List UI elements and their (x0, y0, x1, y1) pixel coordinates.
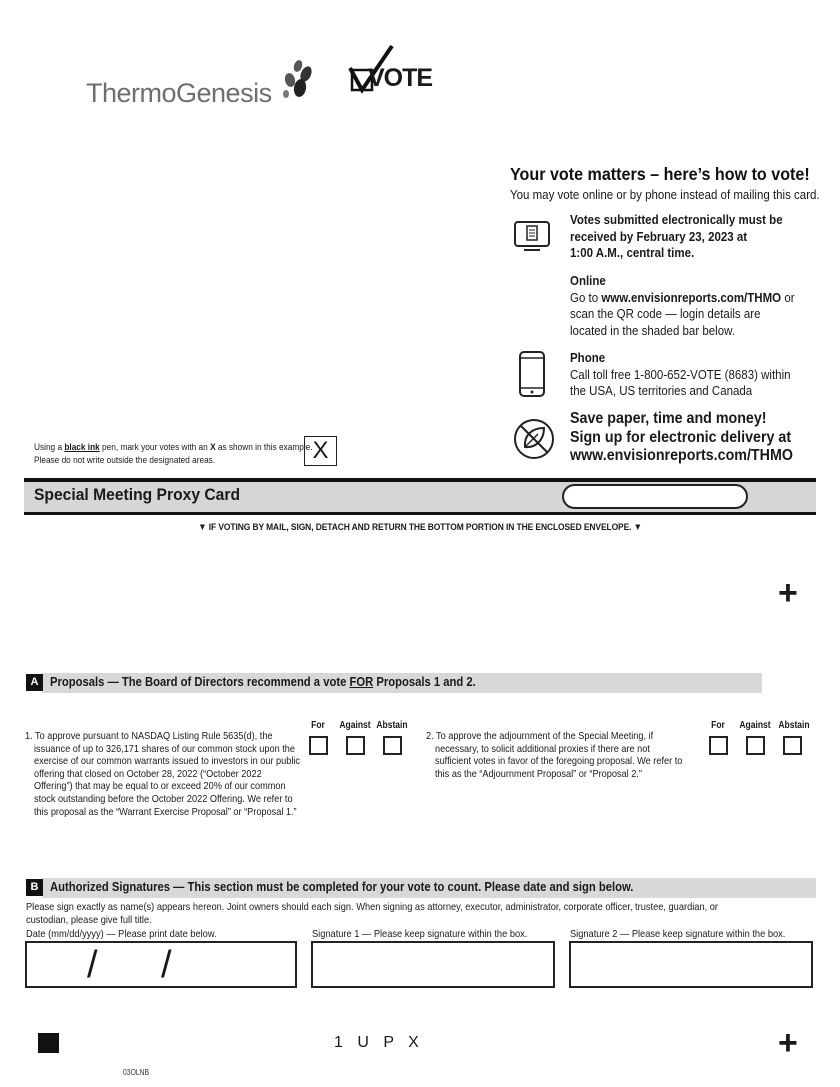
proposal-2-abstain-checkbox[interactable] (783, 736, 802, 755)
proposal-1-text: 1. To approve pursuant to NASDAQ Listing Rule 5635(d), the issuance of up to 326,171 shares of our common stock upon the exercise of our common warrants issued to investors in our public offering that closed on October 28, 2022 (“October 2022 Offering”) that may be equal to or exceed 20% of our common stock outstanding before the October 2022 Offering. We refer to this proposal as the “Warrant Exercise Proposal” or “Proposal 1.” (25, 731, 301, 818)
column-against: Against (339, 720, 371, 731)
column-abstain: Abstain (376, 720, 408, 731)
column-for-2: For (711, 720, 725, 731)
registration-square (38, 1033, 59, 1053)
proposal-1-abstain-checkbox[interactable] (383, 736, 402, 755)
proposal-2-against-checkbox[interactable] (746, 736, 765, 755)
column-abstain-2: Abstain (778, 720, 810, 731)
proposal-2-text: 2. To approve the adjournment of the Special Meeting, if necessary, to solicit additional proxies if there are not sufficient votes in favor of the foregoing proposal. We refer to this as the “Adjournment Proposal” or “Proposal 2.” (426, 731, 683, 780)
computer-icon (510, 212, 554, 256)
leaf-icon (512, 417, 556, 461)
registration-mark-bottom: + (778, 1024, 798, 1062)
vote-deadline: Votes submitted electronically must be received by February 23, 2023 at 1:00 A.M., central time. (570, 213, 783, 260)
proposal-1-for-checkbox[interactable] (309, 736, 328, 755)
electronic-delivery-link[interactable]: www.envisionreports.com/THMO (570, 447, 793, 464)
online-heading: Online (570, 274, 606, 288)
section-a-title: Proposals — The Board of Directors recommend a vote FOR Proposals 1 and 2. (50, 675, 476, 689)
proposal-2-for-checkbox[interactable] (709, 736, 728, 755)
phone-heading: Phone (570, 351, 606, 365)
column-for: For (311, 720, 325, 731)
date-label: Date (mm/dd/yyyy) — Please print date below. (26, 929, 217, 940)
section-a-letter: A (26, 674, 43, 691)
section-b-letter: B (26, 879, 43, 896)
section-b-title: Authorized Signatures — This section must be completed for your vote to count. Please date and sign below. (50, 880, 634, 894)
signature-2-field[interactable] (569, 941, 813, 988)
company-logo-text: ThermoGenesis (86, 78, 272, 108)
online-voting: Online Go to www.envisionreports.com/THMO or scan the QR code — login details are located in the shaded bar below. (570, 274, 795, 338)
proposal-1-against-checkbox[interactable] (346, 736, 365, 755)
online-voting-link[interactable]: www.envisionreports.com/THMO (601, 290, 782, 305)
example-mark-box: X (304, 436, 337, 466)
phone-voting: Phone Call toll free 1-800-652-VOTE (8683) within the USA, US territories and Canada (570, 351, 791, 398)
voting-heading: Your vote matters – here’s how to vote! (510, 164, 810, 184)
phone-icon (514, 350, 550, 398)
control-number-field (562, 484, 748, 509)
date-separator-2: / (161, 944, 172, 986)
date-separator-1: / (87, 944, 98, 986)
registration-mark-top: + (778, 574, 798, 612)
signature-2-label: Signature 2 — Please keep signature within the box. (570, 929, 786, 940)
voting-subtitle: You may vote online or by phone instead of mailing this card. (510, 188, 820, 202)
vote-logo: VOTE (346, 44, 430, 100)
date-field[interactable] (25, 941, 297, 988)
company-logo-drops-icon (278, 58, 314, 102)
form-code: 1 U P X (334, 1034, 424, 1051)
column-against-2: Against (739, 720, 771, 731)
detach-instruction: ▼ IF VOTING BY MAIL, SIGN, DETACH AND RETURN THE BOTTOM PORTION IN THE ENCLOSED ENVELOPE. ▼ (198, 522, 642, 533)
proxy-card-title: Special Meeting Proxy Card (34, 485, 240, 504)
marking-instructions: Using a black ink pen, mark your votes with an X as shown in this example. Please do not write outside the designated areas. (34, 442, 313, 465)
form-reference-code: 03OLNB (123, 1068, 150, 1077)
signature-1-label: Signature 1 — Please keep signature within the box. (312, 929, 528, 940)
signature-1-field[interactable] (311, 941, 555, 988)
signature-instructions: Please sign exactly as name(s) appears hereon. Joint owners should each sign. When signing as attorney, executor, administrator, corporate officer, trustee, guardian, or custodian, please give full title. (26, 902, 718, 926)
electronic-delivery-promo: Save paper, time and money! Sign up for electronic delivery at www.envisionreports.com/THMO (570, 410, 793, 464)
